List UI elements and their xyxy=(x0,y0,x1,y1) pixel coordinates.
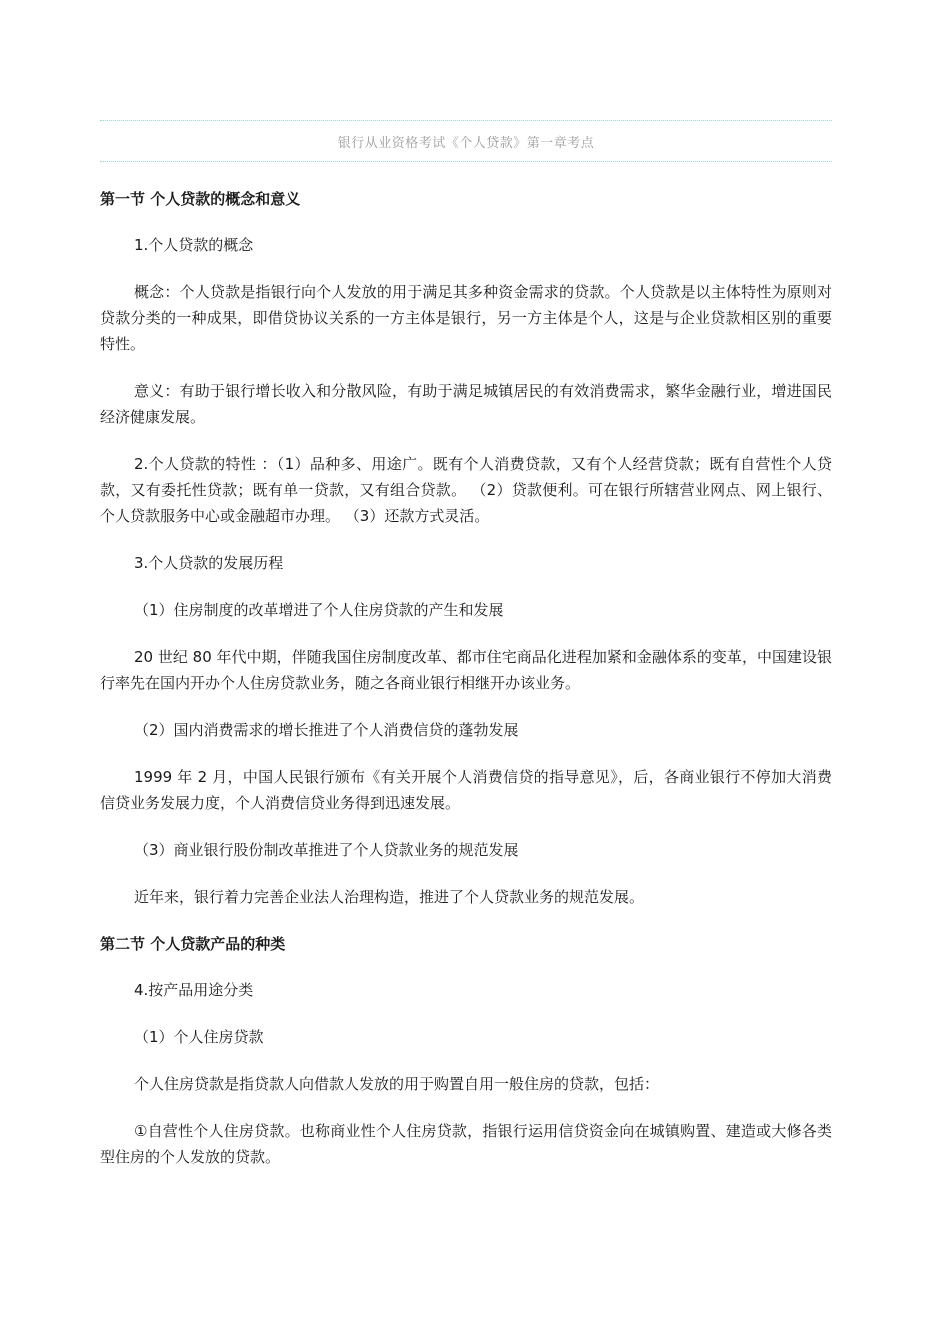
header-top-divider xyxy=(100,120,832,121)
body-paragraph: 近年来，银行着力完善企业法人治理构造，推进了个人贷款业务的规范发展。 xyxy=(134,888,645,906)
document-body xyxy=(100,186,832,1191)
body-paragraph: 2.个人贷款的特性 ：（1）品种多、用途广。既有个人消费贷款，又有个人经营贷款；既有自营性个人贷款，又有委托性贷款；既有单一贷款，又有组合贷款。 （2）贷款便利。可在银行所辖营业网点、网上银行、个人贷款服务中心或金融超市办理。 （3）还款方式灵活。 xyxy=(100,455,832,525)
body-paragraph: 1.个人贷款的概念 xyxy=(134,236,254,254)
body-paragraph: （1）住房制度的改革增进了个人住房贷款的产生和发展 xyxy=(134,601,504,619)
body-paragraph: 3.个人贷款的发展历程 xyxy=(134,554,284,572)
section-heading: 第二节 个人贷款产品的种类 xyxy=(100,935,286,953)
body-paragraph: ①自营性个人住房贷款。也称商业性个人住房贷款，指银行运用信贷资金向在城镇购置、建造或大修各类型住房的个人发放的贷款。 xyxy=(100,1122,832,1166)
body-paragraph: （2）国内消费需求的增长推进了个人消费信贷的蓬勃发展 xyxy=(134,721,519,739)
body-paragraph: 20 世纪 80 年代中期，伴随我国住房制度改革、都市住宅商品化进程加紧和金融体系的变革，中国建设银行率先在国内开办个人住房贷款业务，随之各商业银行相继开办该业务。 xyxy=(100,648,832,692)
body-paragraph: 概念：个人贷款是指银行向个人发放的用于满足其多种资金需求的贷款。个人贷款是以主体特性为原则对贷款分类的一种成果，即借贷协议关系的一方主体是银行，另一方主体是个人，这是与企业贷款相区别的重要特性。 xyxy=(100,283,832,353)
body-paragraph: 1999 年 2 月，中国人民银行颁布《有关开展个人消费信贷的指导意见》，后，各商业银行不停加大消费信贷业务发展力度，个人消费信贷业务得到迅速发展。 xyxy=(100,768,832,812)
body-paragraph: （3）商业银行股份制改革推进了个人贷款业务的规范发展 xyxy=(134,841,519,859)
body-paragraph: 4.按产品用途分类 xyxy=(134,981,254,999)
header-bottom-divider xyxy=(100,161,832,162)
document-title: 银行从业资格考试《个人贷款》第一章考点 xyxy=(337,136,595,151)
section-heading: 第一节 个人贷款的概念和意义 xyxy=(100,190,301,208)
body-paragraph: 个人住房贷款是指贷款人向借款人发放的用于购置自用一般住房的贷款，包括： xyxy=(134,1075,660,1093)
body-paragraph: 意义：有助于银行增长收入和分散风险，有助于满足城镇居民的有效消费需求，繁华金融行业，增进国民经济健康发展。 xyxy=(100,382,832,426)
body-paragraph: （1）个人住房贷款 xyxy=(134,1028,264,1046)
